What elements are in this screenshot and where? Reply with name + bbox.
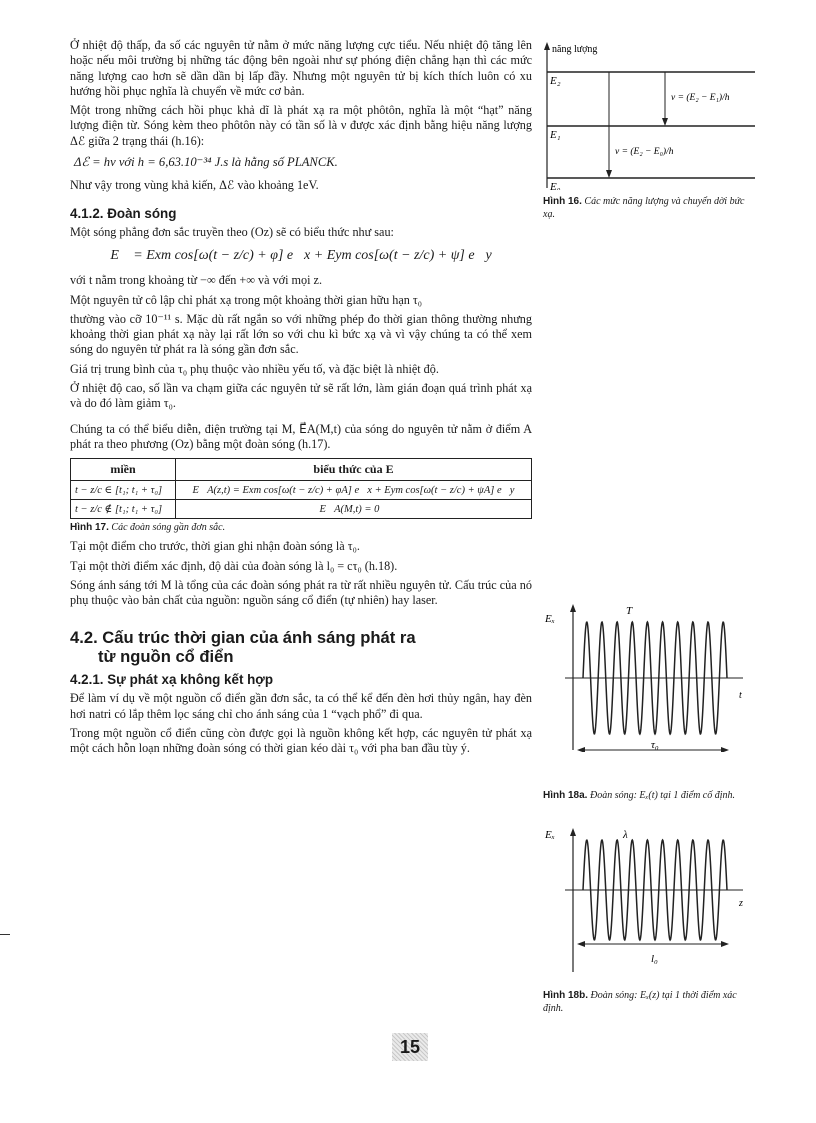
paragraph: Ở nhiệt độ thấp, đa số các nguyên tử nằm ở mức năng lượng cực tiểu. Nếu nhiệt độ tăng lên hoặc nếu môi trường bị những tác động bên ngoài như sự phóng điện chẳng hạn thì các mức năng lượng cao hơn sẽ dần dần bị lấp đầy. Nhưng một nguyên tử bị kích thích luôn có xu hướng hồi phục nghĩa là chuyển về mức cơ bản. (70, 38, 532, 98)
paragraph: Tại một thời điểm xác định, độ dài của đoàn sóng là l₀ = cτ₀ (h.18). (70, 558, 398, 573)
section-heading-4-2-1: 4.2.1. Sự phát xạ không kết hợp (70, 672, 274, 688)
wave-train-space-plot (543, 826, 758, 976)
figure-16 (543, 40, 758, 221)
paragraph: Một trong những cách hồi phục khả dĩ là phát xạ ra một phôtôn, nghĩa là một “hạt” năng lượng điện từ. Sóng kèm theo phôtôn này có tần số là ν được xác định bằng hiệu năng lượng Δℰ giữa 2 trạng thái (h.16): (70, 103, 532, 148)
paragraph: Giá trị trung bình của τ₀ phụ thuộc vào nhiều yếu tố, và đặc biệt là nhiệt độ. (70, 361, 439, 376)
table-row (71, 500, 532, 519)
figure-18a (543, 602, 758, 802)
table-header: miền (71, 459, 176, 481)
figure-17-caption: Hình 17. Các đoàn sóng gần đơn sắc. (70, 522, 226, 534)
period-label: T (626, 605, 633, 617)
equation-planck: Δℰ = hν với h = 6,63.10⁻³⁴ J.s là hằng số PLANCK. (74, 155, 338, 170)
section-heading-4-1-2: 4.1.2. Đoàn sóng (70, 205, 177, 221)
level-label: E₀ (550, 181, 561, 190)
paragraph: với t nằm trong khoảng từ −∞ đến +∞ và với mọi z. (70, 273, 323, 288)
figure-16-caption: Hình 16. Các mức năng lượng và chuyển dời bức xạ. (543, 196, 745, 220)
paragraph: Một sóng phẳng đơn sắc truyền theo (Oz) sẽ có biểu thức như sau: (70, 224, 394, 239)
level-label: E₂ (550, 75, 561, 87)
equation-plane-wave: E⃗ = Exm cos[ω(t − z/c) + φ] e⃗x + Eym cos[ω(t − z/c) + ψ] e⃗y (110, 247, 492, 263)
span-label: τ₀ (651, 739, 659, 751)
axis-label: Eₓ (545, 829, 555, 841)
table-header: biểu thức của E (176, 459, 532, 481)
transition-formula: ν = (E₂ − E₀)/h (615, 147, 674, 157)
axis-label: z (739, 898, 743, 909)
figure-18b (543, 826, 758, 1015)
axis-label: t (739, 690, 742, 701)
table-cell: E⃗A(z,t) = Exm cos[ω(t − z/c) + φA] e⃗x + Eym cos[ω(t − z/c) + ψA] e⃗y (176, 481, 532, 500)
level-label: E₁ (550, 129, 561, 141)
paragraph: Một nguyên tử cô lập chỉ phát xạ trong một khoảng thời gian hữu hạn τ₀ (70, 292, 423, 307)
span-label: l₀ (651, 953, 658, 965)
wave-train-time-plot (543, 602, 758, 752)
paragraph: Trong một nguồn cổ điển cũng còn được gọi là nguồn không kết hợp, các nguyên tử phát xạ một cách hỗn loạn những đoàn sóng có thời gian kéo dài τ₀ với pha ban đầu tùy ý. (70, 726, 532, 756)
table-cell: t − z/c ∈ [t₁; t₁ + τ₀] (71, 481, 176, 500)
paragraph: Ở nhiệt độ cao, số lần va chạm giữa các nguyên tử sẽ rất lớn, làm gián đoạn quá trình phát xạ và do đó làm giảm τ₀. (70, 381, 532, 411)
paragraph: thường vào cỡ 10⁻¹¹ s. Mặc dù rất ngắn so với những phép đo thời gian thông thường nhưng khoảng thời gian phát xạ này lại rất lớn so với chu kì bức xạ và vì vậy chúng ta có thể xem sóng do nguyên tử phát ra là sóng gần đơn sắc. (70, 311, 532, 357)
section-heading-4-2: 4.2. Cấu trúc thời gian của ánh sáng phát ra từ nguồn cổ điển (70, 628, 416, 667)
page-number: 15 (392, 1033, 428, 1061)
table-cell: E⃗A(M,t) = 0⃗ (176, 500, 532, 519)
margin-mark (0, 934, 10, 935)
paragraph: Tại một điểm cho trước, thời gian ghi nhận đoàn sóng là τ₀. (70, 539, 360, 554)
energy-level-diagram (543, 40, 758, 190)
wave-train-table (70, 458, 532, 519)
axis-label: Eₓ (545, 613, 555, 625)
period-label: λ (623, 829, 628, 841)
paragraph: Như vậy trong vùng khả kiến, Δℰ vào khoảng 1eV. (70, 178, 319, 193)
axis-label: năng lượng (552, 44, 598, 55)
paragraph: Sóng ánh sáng tới M là tổng của các đoàn sóng phát ra từ rất nhiều nguyên tử. Cấu trúc của nó phụ thuộc vào bản chất của nguồn: nguồn sáng cổ điển (tự nhiên) hay laser. (70, 577, 532, 608)
table-row (71, 481, 532, 500)
table-cell: t − z/c ∉ [t₁; t₁ + τ₀] (71, 500, 176, 519)
figure-18a-caption: Hình 18a. Đoàn sóng: Eₓ(t) tại 1 điểm cố định. (543, 790, 736, 801)
main-column (70, 38, 532, 757)
paragraph: Chúng ta có thể biểu diễn, điện trường tại M, E⃗A(M,t) của sóng do nguyên tử nằm ở điểm A phát ra theo phương (Oz) bằng một đoàn sóng (h.17). (70, 421, 532, 451)
figure-18b-caption: Hình 18b. Đoàn sóng: Eₓ(z) tại 1 thời điểm xác định. (543, 990, 737, 1014)
transition-formula: ν = (E₂ − E₁)/h (671, 93, 730, 103)
paragraph: Để làm ví dụ về một nguồn cổ điển gần đơn sắc, ta có thể kể đến đèn hơi thủy ngân, hay đèn hơi natri có lắp thêm lọc sáng chỉ cho ánh sáng của 1 “vạch phổ” đi qua. (70, 691, 532, 721)
